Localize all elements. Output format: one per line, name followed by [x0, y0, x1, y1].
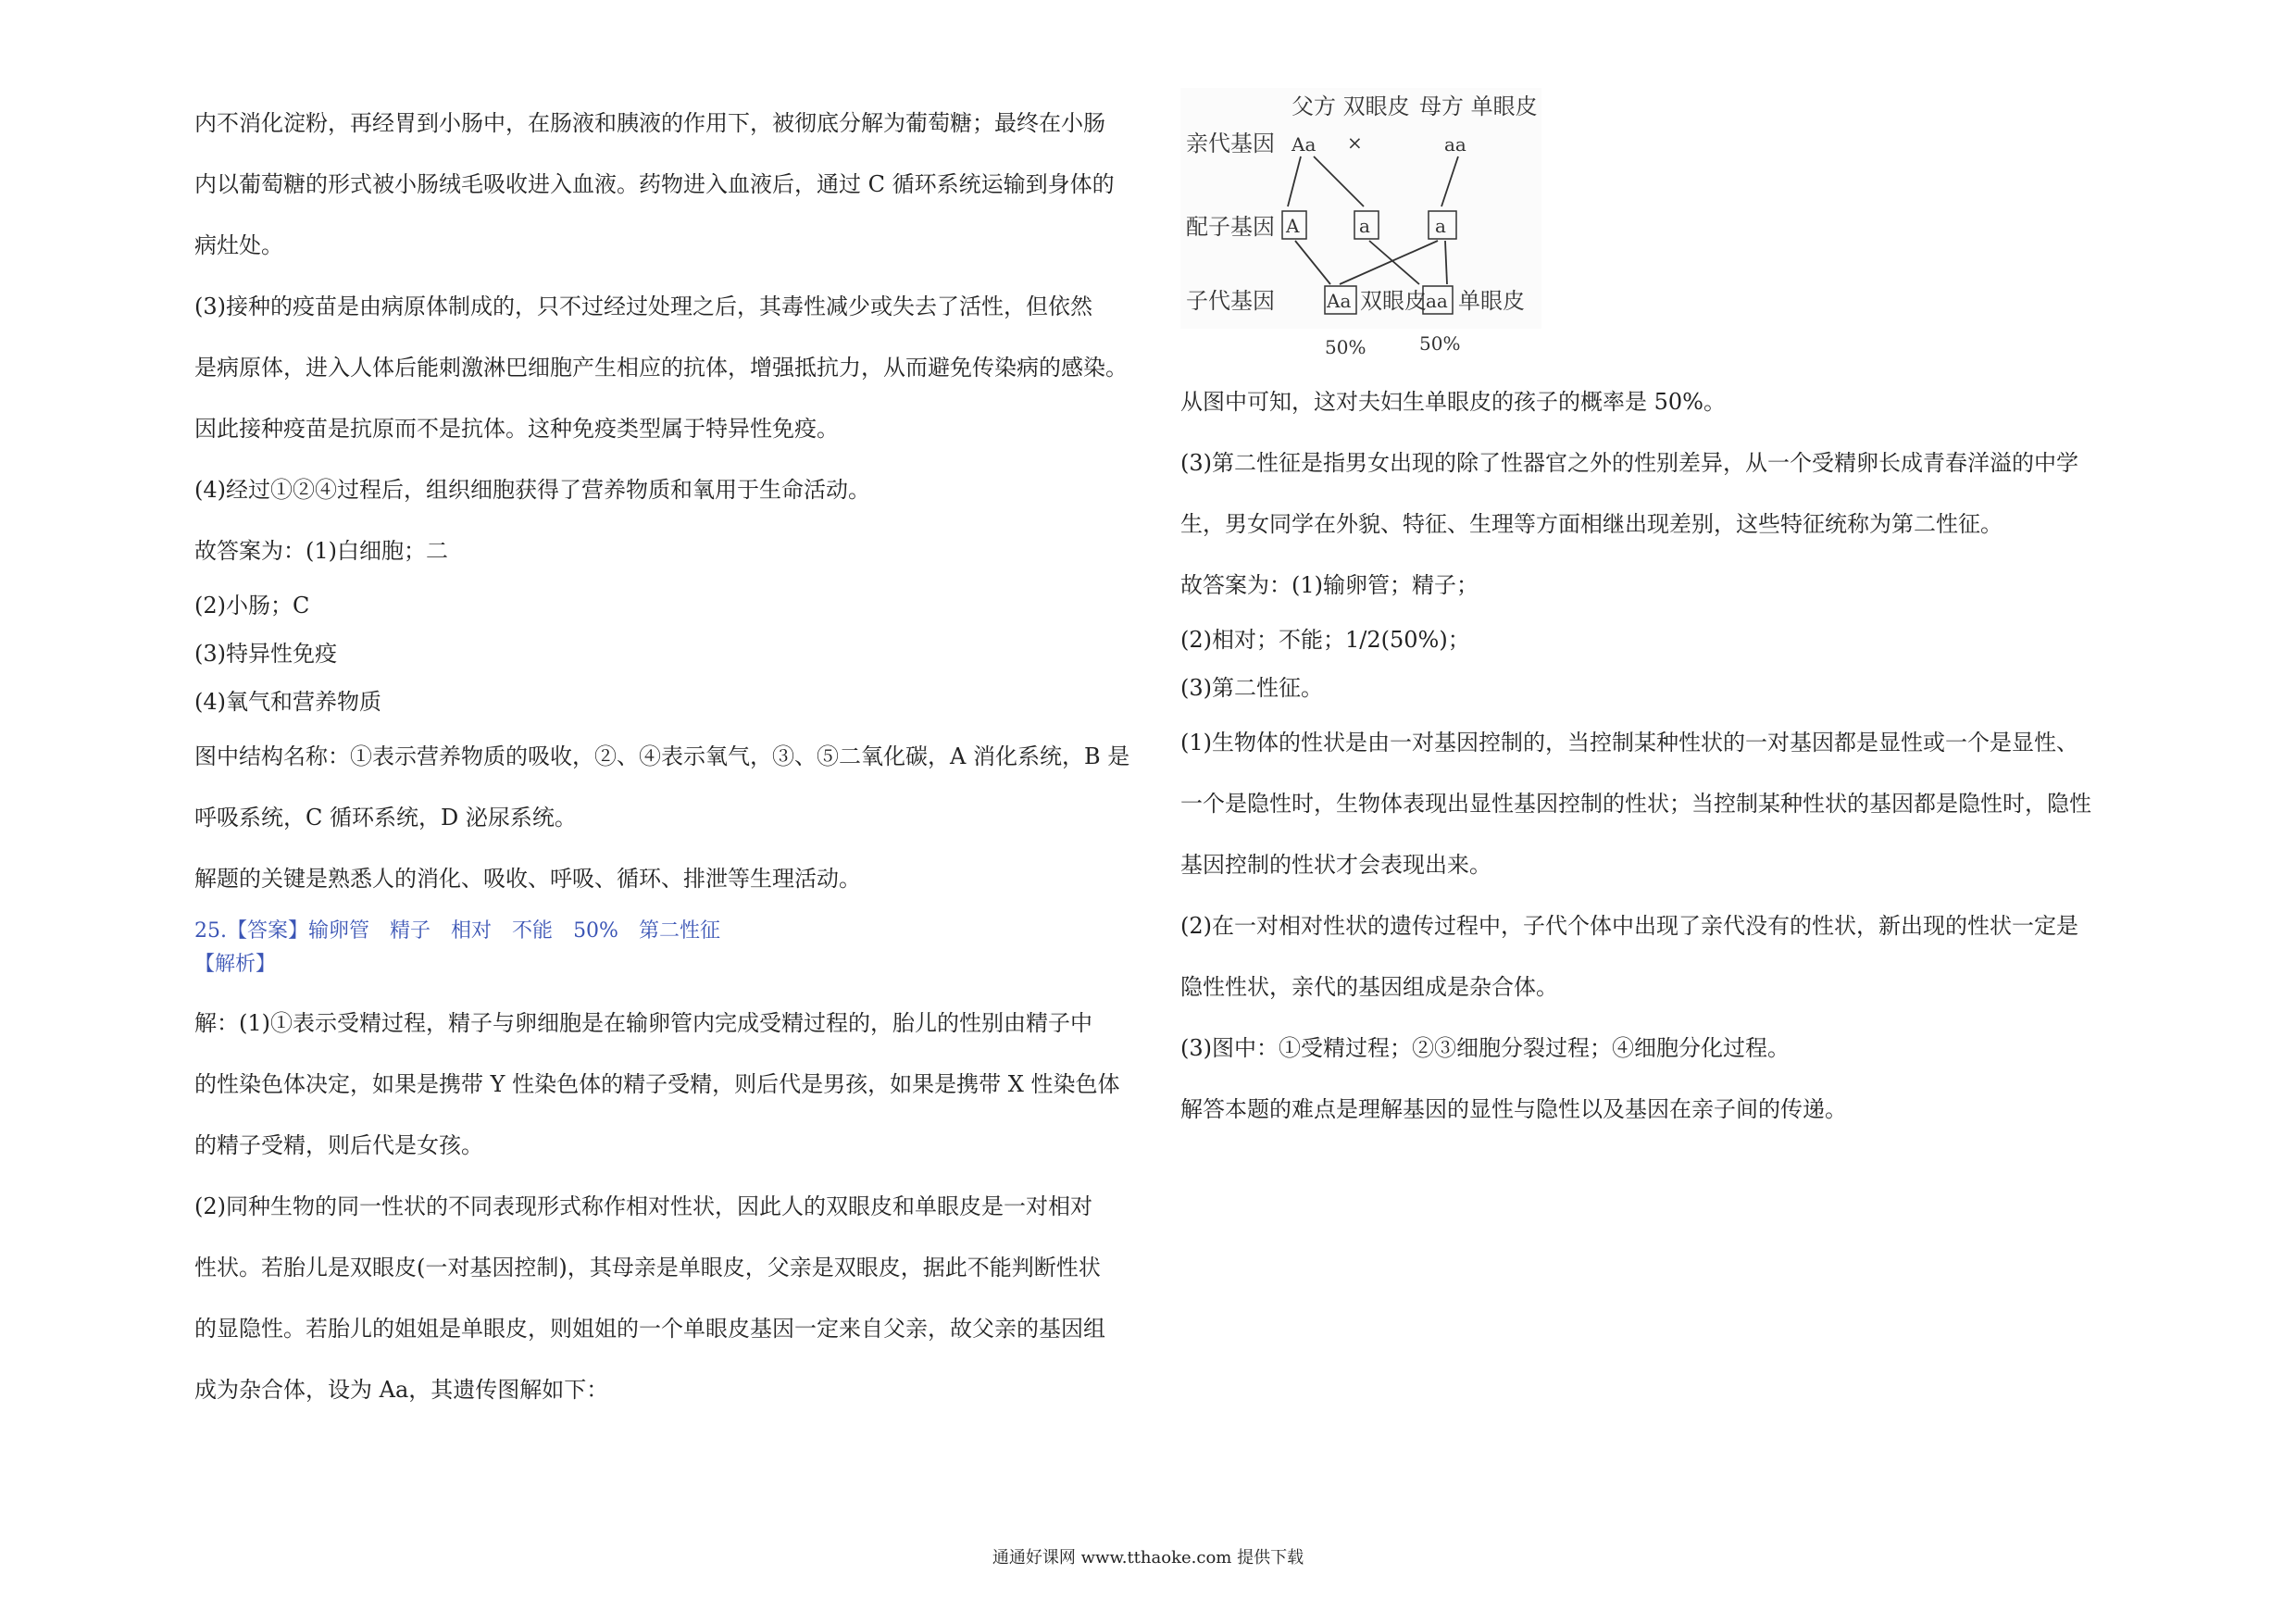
text-line: 基因控制的性状才会表现出来。	[1180, 852, 1491, 878]
text-line: 解答本题的难点是理解基因的显性与隐性以及基因在亲子间的传递。	[1180, 1096, 1847, 1122]
answer-item: 精子	[390, 919, 431, 943]
answer-line: (4)氧气和营养物质	[194, 689, 381, 715]
paragraph	[194, 520, 1157, 581]
answer-line: (3)特异性免疫	[194, 641, 337, 667]
paragraph	[194, 276, 1157, 459]
text-line: 呼吸系统，C 循环系统，D 泌尿系统。	[194, 805, 577, 831]
parent-gene-label: 亲代基因	[1186, 131, 1275, 156]
child-percent-2: 50%	[1419, 332, 1461, 355]
question-25-header	[194, 915, 1157, 981]
gamete-a-upper: A	[1286, 215, 1300, 237]
paragraph	[1180, 712, 2125, 895]
mother-genes: aa	[1444, 133, 1466, 156]
text-line: 从图中可知，这对夫妇生单眼皮的孩子的概率是 50%。	[1180, 389, 1726, 415]
father-genes: Aa	[1292, 133, 1316, 156]
genetics-diagram	[1180, 88, 1541, 366]
text-line: (3)第二性征是指男女出现的除了性器官之外的性别差异，从一个受精卵长成青春洋溢的中学	[1180, 450, 2078, 476]
paragraph	[194, 1176, 1157, 1420]
text-line: 病灶处。	[194, 232, 283, 258]
child-percent-1: 50%	[1325, 336, 1366, 358]
text-line: 图中结构名称：①表示营养物质的吸收，②、④表示氧气，③、⑤二氧化碳，A 消化系统，B 是	[194, 743, 1130, 769]
text-line: 性状。若胎儿是双眼皮(一对基因控制)，其母亲是单眼皮，父亲是双眼皮，据此不能判断性状	[194, 1255, 1101, 1280]
paragraph	[1180, 555, 2125, 616]
text-line: 内以葡萄糖的形式被小肠绒毛吸收进入血液。药物进入血液后，通过 C 循环系统运输到身体的	[194, 171, 1115, 197]
text-line: 生，男女同学在外貌、特征、生理等方面相继出现差别，这些特征统称为第二性征。	[1180, 511, 2003, 537]
answer-item: 不能	[512, 919, 554, 943]
text-line: 解题的关键是熟悉人的消化、吸收、呼吸、循环、排泄等生理活动。	[194, 866, 861, 892]
text-line: 成为杂合体，设为 Aa，其遗传图解如下：	[194, 1377, 609, 1403]
offspring-gene-label: 子代基因	[1186, 288, 1275, 314]
paragraph	[194, 993, 1157, 1176]
child-trait-1: 双眼皮	[1360, 288, 1427, 314]
gamete-gene-label: 配子基因	[1186, 214, 1275, 240]
text-line: 故答案为：(1)白细胞；二	[194, 538, 448, 564]
cross-sign: ×	[1347, 131, 1363, 154]
page-footer: 通通好课网 www.tthaoke.com 提供下载	[992, 1548, 1304, 1568]
answer-item: 相对	[451, 919, 493, 943]
paragraph	[194, 459, 1157, 520]
text-line: (1)生物体的性状是由一对基因控制的，当控制某种性状的一对基因都是显性或一个是显性、	[1180, 730, 2078, 756]
text-line: 因此接种疫苗是抗原而不是抗体。这种免疫类型属于特异性免疫。	[194, 416, 839, 442]
text-line: 一个是隐性时，生物体表现出显性基因控制的性状；当控制某种性状的基因都是隐性时，隐性	[1180, 791, 2091, 817]
paragraph	[194, 726, 1157, 848]
gamete-a-lower-mother: a	[1435, 215, 1446, 237]
text-line: 是病原体，进入人体后能刺激淋巴细胞产生相应的抗体，增强抵抗力，从而避免传染病的感染。	[194, 355, 1128, 381]
paragraph	[1180, 1079, 2125, 1140]
text-line: 隐性性状，亲代的基因组成是杂合体。	[1180, 974, 1558, 1000]
right-column	[1180, 88, 2125, 1140]
answer-tag: 25.【答案】	[194, 919, 308, 943]
answer-line: (2)相对；不能；1/2(50%)；	[1180, 627, 1470, 653]
text-line: 内不消化淀粉，再经胃到小肠中，在肠液和胰液的作用下，被彻底分解为葡萄糖；最终在小肠	[194, 110, 1105, 136]
answer-item: 50%	[573, 919, 618, 943]
left-column	[194, 93, 1157, 1420]
text-line: 的精子受精，则后代是女孩。	[194, 1132, 483, 1158]
paragraph	[1180, 895, 2125, 1018]
text-line: (3)图中：①受精过程；②③细胞分裂过程；④细胞分化过程。	[1180, 1035, 1790, 1061]
text-line: (3)接种的疫苗是由病原体制成的，只不过经过处理之后，其毒性减少或失去了活性，但依然	[194, 294, 1092, 319]
paragraph	[1180, 432, 2125, 555]
child-genotype-1: Aa	[1327, 290, 1352, 312]
genetics-diagram-svg	[1180, 88, 1541, 366]
answer-item: 第二性征	[638, 919, 720, 943]
analysis-tag: 【解析】	[194, 953, 277, 976]
text-line: 的显隐性。若胎儿的姐姐是单眼皮，则姐姐的一个单眼皮基因一定来自父亲，故父亲的基因组	[194, 1316, 1105, 1342]
answer-item: 输卵管	[308, 919, 370, 943]
answer-list	[1180, 616, 2125, 712]
answer-list	[194, 581, 1157, 726]
answer-row	[194, 915, 1157, 948]
gamete-a-lower-father: a	[1359, 215, 1370, 237]
father-label: 父方 双眼皮	[1292, 94, 1410, 119]
mother-label: 母方 单眼皮	[1419, 94, 1538, 119]
text-line: (2)在一对相对性状的遗传过程中，子代个体中出现了亲代没有的性状，新出现的性状一定是	[1180, 913, 2078, 939]
text-line: 的性染色体决定，如果是携带 Y 性染色体的精子受精，则后代是男孩，如果是携带 X 性染色体	[194, 1071, 1120, 1097]
text-line: (4)经过①②④过程后，组织细胞获得了营养物质和氧用于生命活动。	[194, 477, 870, 503]
child-trait-2: 单眼皮	[1458, 288, 1525, 314]
text-line: 故答案为：(1)输卵管；精子；	[1180, 572, 1479, 598]
paragraph	[194, 93, 1157, 276]
answer-line: (3)第二性征。	[1180, 675, 1323, 701]
answer-line: (2)小肠；C	[194, 593, 310, 618]
paragraph	[1180, 1018, 2125, 1079]
paragraph	[194, 848, 1157, 909]
paragraph	[1180, 371, 2125, 432]
child-genotype-2: aa	[1426, 290, 1448, 312]
text-line: 解：(1)①表示受精过程，精子与卵细胞是在输卵管内完成受精过程的，胎儿的性别由精子中	[194, 1010, 1092, 1036]
text-line: (2)同种生物的同一性状的不同表现形式称作相对性状，因此人的双眼皮和单眼皮是一对相对	[194, 1193, 1092, 1219]
